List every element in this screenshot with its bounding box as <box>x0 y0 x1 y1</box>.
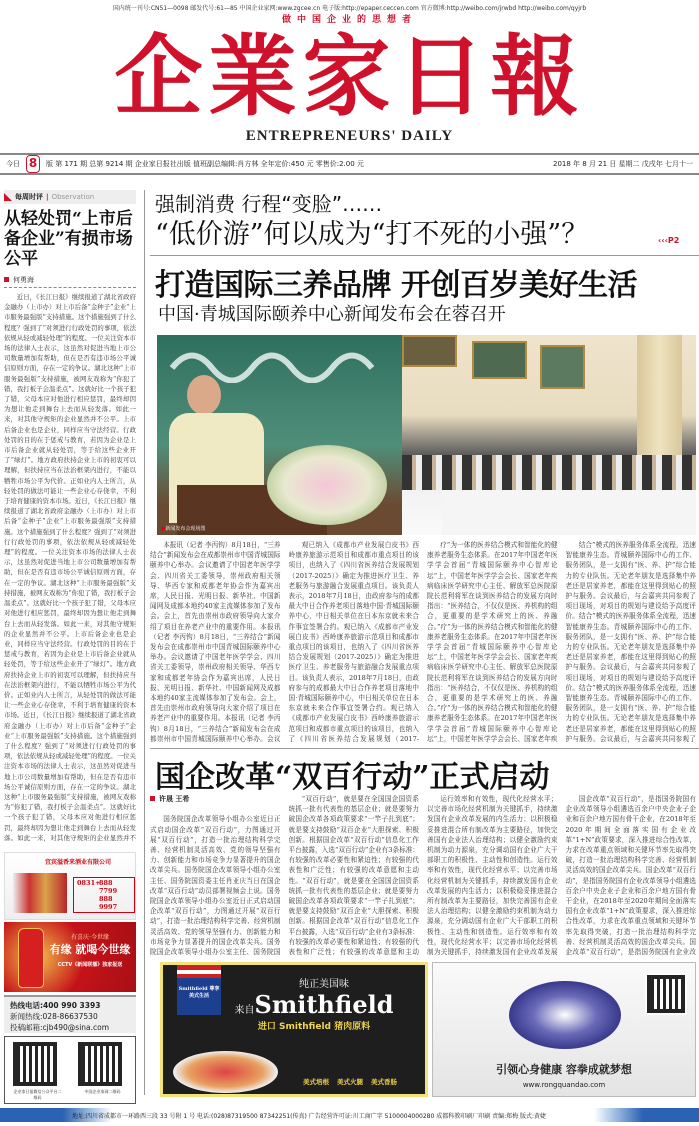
news-hotline: 新闻热线:028-86637530 <box>10 1012 98 1021</box>
lead-subheadline: 中国·青城国际颐养中心新闻发布会在蓉召开 <box>158 304 506 325</box>
reform-headline[interactable]: 国企改革“双百行动”正式启动 <box>155 760 550 795</box>
liquor-ad[interactable] <box>4 852 136 920</box>
page-jump-link[interactable]: ‹‹‹P2 <box>658 236 680 245</box>
rongquandao-qr-code[interactable] <box>647 975 685 1013</box>
square-bullet-icon <box>4 277 9 282</box>
hotline: 热线电话:400 990 3393 <box>10 1001 101 1010</box>
reform-byline <box>150 794 281 804</box>
masthead-english: ENTREPRENEURS' DAILY <box>245 128 454 144</box>
painting <box>402 335 457 367</box>
divider <box>150 255 699 256</box>
commentary-body: 近日，《长江日报》继续报道了湖北省政府金融办（上市办）对上市后备“金种子”企业“上市服务最强版”支持措施。这个措施强到了什么程度？强到了“对须进行行政处罚的事项，依法依规从轻或减轻处理”的程度。一位关注资本市场的法律人士表示，这虽然对促进当地上市公司数量增加有帮助，但在是否有违市场公平诚信原则方面，存在一定的争议。湖北这种“上市服务最强版”支持措施，被网友戏称为“你犯了错，我打板子会温柔点”。这就好比一个孩子犯了错，父母本应对他进行相应惩罚，最终却因为想让他走到舞台上去而从轻发落。如此一来，对其他守规矩的企业显然并不公平。上市后备企业也是企业，同样应当守法经营。行政处罚的目的在于惩戒与教育，若因为企业是上市后备企业就从轻处罚，等于给这些企业开了“绿灯”。地方政府扶持企业上市的初衷可以理解，但扶持应当在法治框架内进行，不能以牺牲市场公平为代价。正如业内人士所言，从轻处罚的做法可能让一些企业心存侥幸，不利于培育健康的资本市场。近日，《长江日报》继续报道了湖北省政府金融办（上市办）对上市后备“金种子”企业“上市服务最强版”支持措施。这个措施强到了什么程度？强到了“对须进行行政处罚的事项，依法依规从轻或减轻处理”的程度。一位关注资本市场的法律人士表示，这虽然对促进当地上市公司数量增加有帮助，但在是否有违市场公平诚信原则方面，存在一定的争议。湖北这种“上市服务最强版”支持措施，被网友戏称为“你犯了错，我打板子会温柔点”。这就好比一个孩子犯了错，父母本应对他进行相应惩罚，最终却因为想让他走到舞台上去而从轻发落。如此一来，对其他守规矩的企业显然并不公平。上市后备企业也是企业，同样应当守法经营。行政处罚的目的在于惩戒与教育，若因为企业是上市后备企业就从轻处罚，等于给这些企业开了“绿灯”。地方政府扶持企业上市的初衷可以理解，但扶持应当在法治框架内进行，不能以牺牲市场公平为代价。正如业内人士所言，从轻处罚的做法可能让一些企业心存侥幸，不利于培育健康的资本市场。近日，《长江日报》继续报道了湖北省政府金融办（上市办）对上市后备“金种子”企业“上市服务最强版”支持措施。这个措施强到了什么程度？强到了“对须进行行政处罚的事项，依法依规从轻或减轻处理”的程度。一位关注资本市场的法律人士表示，这虽然对促进当地上市公司数量增加有帮助，但在是否有违市场公平诚信原则方面，存在一定的争议。湖北这种“上市服务最强版”支持措施，被网友戏称为“你犯了错，我打板子会温柔点”。这就好比一个孩子犯了错，父母本应对他进行相应惩罚，最终却因为想让他走到舞台上去而从轻发落。如此一来，对其他守规矩的企业显然并不 <box>4 293 136 842</box>
phone-box <box>73 877 135 913</box>
article-column: 观已纳入《成都市产业发展白皮书》西岭康养旅游示范项目和成都市重点项目的该项目，也纳入了《四川省医养结合发展规划（2017-2025）》确定为推进医疗卫生、养老服务与旅游融合发展重点项目。该负责人表示，2018年7月18日，由政府参与的成都最大中日合作养老项目落地中国·青城国际颐养中心，中日相关单位在日本东京就未来合作事宜签署合约。观已纳入《成都市产业发展白皮书》西岭康养旅游示范项目和成都市重点项目的该项目，也纳入了《四川省医养结合发展规划（2017-2025）》确定为推进医疗卫生、养老服务与旅游融合发展重点项目。该负责人表示，2018年7月18日，由政府参与的成都最大中日合作养老项目落地中国·青城国际颐养中心，中日相关单位在日本东京就未来合作事宜签署合约。观已纳入《成都市产业发展白皮书》西岭康养旅游示范项目和成都市重点项目的该项目，也纳入了《四川省医养结合发展规划（2017- <box>288 541 419 743</box>
ad-brand: Smithfield <box>254 990 394 1019</box>
ad-slogan: 有缘 就喝今世缘 <box>49 943 131 956</box>
issue-info-bar <box>0 153 699 175</box>
footer-bar <box>0 1108 699 1122</box>
smithfield-ad[interactable] <box>160 962 428 1097</box>
section-label <box>4 190 136 204</box>
wechat-qr-code[interactable] <box>13 1042 57 1086</box>
speaker-head <box>187 375 221 415</box>
story-kicker[interactable]: 强制消费 行程“变脸”…… <box>155 192 383 216</box>
rongquandao-ad[interactable] <box>432 962 696 1097</box>
product-label: 美式火腿 <box>337 1078 363 1086</box>
ad-line: 进口 Smithfield 猪肉原料 <box>257 1022 371 1032</box>
masthead-logo: 企業家日報 <box>114 24 585 128</box>
footer-info: 地址:四川省成都市一环路西三段 33 号附 1 号 电话:(028)87319500 87342251(传真) 广告经营许可证:川工商广字 5100004000280 成都科教印刷厂印刷 责编:郑梅 版式:黄婕 <box>72 1112 547 1120</box>
lead-article <box>150 540 696 744</box>
article-column: 本报讯（记者 李丙钩）8月18日，“三养结合”新闻发布会在成都崇州市中国青城国际颐养中心举办。会议邀请了中国老年医学学会、四川省关工委领导，崇州政府相关领导、华西专家和成都老年协会作为嘉宾出席，人民日报、光明日报、新华社、中国新闻网及成都本地约40家主流媒体参加了发布会。会上，首先由崇州市政府领导向大家介绍了项目在养老产业中的重要作用。本报讯（记者 李丙钩）8月18日，“三养结合”新闻发布会在成都崇州市中国青城国际颐养中心举办。会议邀请了中国老年医学学会、四川省关工委领导，崇州政府相关领导、华西专家和成都老年协会作为嘉宾出席，人民日报、光明日报、新华社、中国新闻网及成都本地约40家主流媒体参加了发布会。会上，首先由崇州市政府领导向大家介绍了项目在养老产业中的重要作用。本报讯（记者 李丙钩）8月18日，“三养结合”新闻发布会在成都崇州市中国青城国际颐养中心举办。会议 <box>150 541 281 743</box>
product-list <box>303 1077 397 1086</box>
ad-cctv: CCTV《新闻联播》独家报送 <box>57 962 123 968</box>
product-label: 美式香肠 <box>371 1078 397 1086</box>
edition-info: 版 第 171 期 总第 9214 期 企业家日报社出版 值班副总编辑:肖方林 全年定价:450 元 零售价:2.00 元 <box>46 160 364 168</box>
byline-names: 许晟 王希 <box>159 795 190 803</box>
flag-icon <box>4 193 12 201</box>
today-label: 今日 <box>6 160 20 168</box>
ad-from: 来自 <box>234 1005 255 1016</box>
article-column: 疗”为一体的医养结合模式和智能化的健康养老服务生态体系。在2017年中国老年医学学会首届“青城国际颐养中心智库论坛”上，中国老年医学学会会长、国家老年疾病临床医学研究中心主任、解放军总医院原院长范利将军在谈到医养结合的发展方向时指出：“医养结合，不仅仅是医、养机构的组合，更重要的是学术研究上的医、养融合。”疗”为一体的医养结合模式和智能化的健康养老服务生态体系。在2017年中国老年医学学会首届“青城国际颐养中心智库论坛”上，中国老年医学学会会长、国家老年疾病临床医学研究中心主任、解放军总医院原院长范利将军在谈到医养结合的发展方向时指出：“医养结合，不仅仅是医、养机构的组合，更重要的是学术研究上的医、养融合。”疗”为一体的医养结合模式和智能化的健康养老服务生态体系。在2017年中国老年医学学会首届“青城国际颐养中心智库论坛”上，中国老年医学学会会长、国家老年疾 <box>427 541 558 743</box>
smithfield-badge: Smithfield 尊享美式生活 <box>177 965 221 1015</box>
separator: | <box>46 193 49 201</box>
sandwich-image <box>173 1051 278 1093</box>
commentary-headline[interactable]: 从轻处罚“上市后备企业”有损市场公平 <box>4 209 133 269</box>
reform-article <box>150 794 696 957</box>
divider <box>150 748 699 749</box>
square-bullet-icon <box>150 796 155 801</box>
qr-label: 企业家日报微信公众平台二维码 <box>13 1089 62 1100</box>
article-column: 运行效率和有效性，现代化经营水平；以完善市场化经营机制为关键抓手，持续激发国有企业改革发展的内生活力；以积极稳妥推进混合所有制改革为主要路径，加快完善国有企业法人治理结构；以健全激励约束机制为动力源泉，充分调动国有企业广大干部职工的积极性、主动性和创造性。运行效率和有效性，现代化经营水平；以完善市场化经营机制为关键抓手，持续激发国有企业改革发展的内生活力；以积极稳妥推进混合所有制改革为主要路径，加快完善国有企业法人治理结构；以健全激励约束机制为动力源泉，充分调动国有企业广大干部职工的积极性、主动性和创造性。运行效率和有效性，现代化经营水平；以完善市场化经营机制为关键抓手，持续激发国有企业改革发展 <box>427 795 558 957</box>
product-label: 美式培根 <box>303 1078 329 1086</box>
tables <box>442 490 696 535</box>
tagline: 做中国企业的思想者 <box>281 15 417 25</box>
ad-brand-line <box>203 990 425 1019</box>
article-column: 结合”模式的医养服务体系全流程，迅速智能康养生态。青城颐养国际中心的工作、服务团队，是一支拥有“医、养、护”综合能力的专业队伍。无论老年朋友是选择集中养老还是居家养老，都能在这里得到贴心的照护与服务。会议最后，与会嘉宾共同参观了项目现场，对项目的规划与建设给予高度评价。结合”模式的医养服务体系全流程，迅速智能康养生态。青城颐养国际中心的工作、服务团队，是一支拥有“医、养、护”综合能力的专业队伍。无论老年朋友是选择集中养老还是居家养老，都能在这里得到贴心的照护与服务。会议最后，与会嘉宾共同参观了项目现场，对项目的规划与建设给予高度评价。结合”模式的医养服务体系全流程，迅速智能康养生态。青城颐养国际中心的工作、服务团队，是一支拥有“医、养、护”综合能力的专业队伍。无论老年朋友是选择集中养老还是居家养老，都能在这里得到贴心的照护与服务。会议最后，与会嘉宾共同参观了 <box>565 541 696 743</box>
phone-prefix: 0831+ <box>77 879 101 887</box>
ad-company: 宜宾溢香来酒业有限公司 <box>45 859 112 866</box>
jinshiyuan-ad[interactable] <box>4 922 136 992</box>
article-column: 国企改革“双百行动”，是指国务院国有企业改革领导小组遴选百余户中央企业子企业和百余户地方国有骨干企业，在2018年至2020年期间全面落实国有企业改革“1+N”政策要求，深入推进综合性改革，力求在改革重点领域和关键环节率先取得突破，打造一批治理结构科学完善、经营机制灵活高效的国企改革尖兵。国企改革“双百行动”，是指国务院国有企业改革领导小组遴选百余户中央企业子企业和百余户地方国有骨干企业，在2018年至2020年期间全面落实国有企业改革“1+N”政策要求，深入推进综合性改革，力求在改革重点领域和关键环节率先取得突破，打造一批治理结构科学完善、经营机制灵活高效的国企改革尖兵。国企改革“双百行动”，是指国务院国有企业改 <box>565 795 696 957</box>
issue-date: 2018 年 8 月 21 日 星期二 戊戌年 七月十一 <box>553 160 693 168</box>
caption-text: 新闻发布会现场图 <box>165 526 206 532</box>
publication-info-line: 国内统一刊号:CN51—0098 邮发代号:61—85 中国企业家网:www.zgcee.cn 电子版:http://epaper.ceccen.com 官方微博:http://weibo.com/jrwbd http://weibo.com/qyjrb <box>112 5 587 12</box>
contact-box <box>4 995 136 1033</box>
section-title: 每周时评 <box>15 193 43 201</box>
section-title-en: Observation <box>51 193 95 201</box>
author-name: 何勇海 <box>13 276 34 284</box>
page-count-badge: 8 <box>26 155 40 173</box>
flowers <box>267 445 387 525</box>
tourism-headline[interactable]: “低价游”何以成为“打不死的小强”？ <box>155 219 589 250</box>
article-column: 国务院国企改革领导小组办公室近日正式启动国企改革“双百行动”，力图通过开展“双百行动”，打造一批治理结构科学完善、经营机制灵活高效、党的领导坚强有力、创新能力和市场竞争力显著提升的国企改革尖兵。国务院国企改革领导小组办公室主任、国务院国资委主任肖亚庆当日在国企改革“双百行动”动员部署视频会上说。国务院国企改革领导小组办公室近日正式启动国企改革“双百行动”，力图通过开展“双百行动”，打造一批治理结构科学完善、经营机制灵活高效、党的领导坚强有力、创新能力和市场竞争力显著提升的国企改革尖兵。国务院国企改革领导小组办公室主任、国务院国 <box>150 815 281 957</box>
ad-line: 纯正美国味 <box>299 979 349 990</box>
bottle-image <box>18 928 44 988</box>
qr-label: 中国企业家网二维码 <box>84 1089 121 1094</box>
bottles-image <box>13 873 67 913</box>
phone-1: 888 7799 <box>99 879 118 895</box>
audience-photo <box>402 335 696 535</box>
photo-caption <box>161 525 205 532</box>
article-column: “双百行动”，就是要在全国国企国资系统抓一批有代表性的基层企业；就是要努力破国企改革各项政策要求“一竿子扎到底”；就是要支持鼓励“双百企业”大胆探索、积极创新。根据国企改革“双百行动”信息化工作平台披露，入选“双百行动”企业有3条标准：有较强的改革必要性和紧迫性；有较强的代表性和广泛性；有较强的改革意愿和主动性。“双百行动”，就是要在全国国企国资系统抓一批有代表性的基层企业；就是要努力破国企改革各项政策要求“一竿子扎到底”；就是要支持鼓励“双百企业”大胆探索、积极创新。根据国企改革“双百行动”信息化工作平台披露，入选“双百行动”企业有3条标准：有较强的改革必要性和紧迫性；有较强的代表性和广泛性；有较强的改革意愿和主动 <box>288 795 419 957</box>
column-divider <box>144 190 145 1095</box>
ad-url[interactable]: www.rongquandao.com <box>522 1081 606 1089</box>
painting <box>472 341 527 379</box>
qr-code-box <box>4 1036 136 1104</box>
commentary-author <box>4 275 136 288</box>
audience <box>402 455 696 490</box>
lead-headline[interactable]: 打造国际三养品牌 开创百岁美好生活 <box>155 268 637 303</box>
painting <box>540 345 585 389</box>
ad-slogan: 引领心身健康 容拳成就梦想 <box>496 1063 632 1076</box>
ad-tag: 有喜庆·今世缘 <box>71 934 109 941</box>
rongquandao-logo <box>509 981 621 1049</box>
website-qr-code[interactable] <box>78 1042 122 1086</box>
phone-2: 888 9997 <box>99 895 118 911</box>
speaker-photo <box>157 335 402 535</box>
commentary-sidebar <box>4 190 136 843</box>
submission-email[interactable]: 投稿邮箱:cjb490@sina.com <box>10 1023 110 1032</box>
red-dot-icon: ● <box>161 526 166 532</box>
